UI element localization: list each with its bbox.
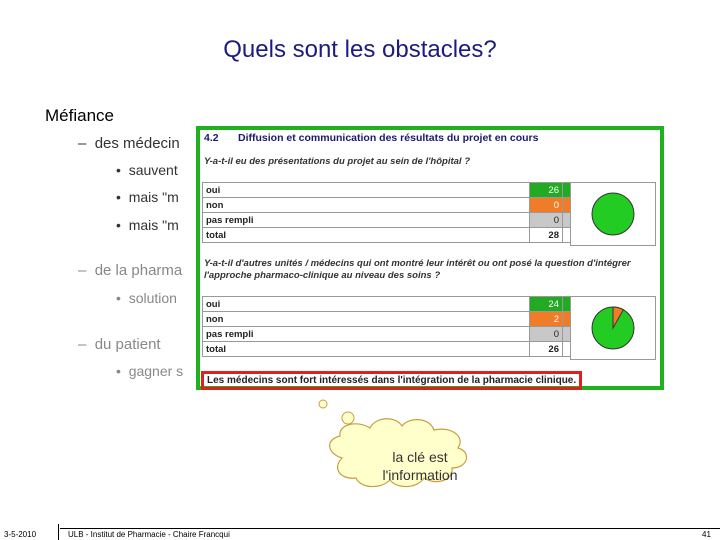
results-table-1 (202, 182, 598, 243)
dash-bullet-1: – des médecin (78, 135, 180, 152)
table-row: pas rempli 0 (203, 213, 598, 228)
pie-chart-1 (570, 182, 656, 246)
item-gagner: gagner s (128, 363, 184, 379)
pie-chart-2 (570, 296, 656, 360)
dash-bullet-2: – de la pharma (78, 262, 183, 279)
table-row: oui 24 (203, 297, 598, 312)
table-row: total 28 (203, 228, 598, 243)
footer-divider-vertical (58, 524, 59, 540)
pie-slice-oui (592, 193, 634, 235)
cloud-bubble-small (319, 400, 327, 408)
cloud-bubble-medium (342, 412, 354, 424)
item-mais-2: mais "m (128, 217, 179, 233)
footer-date: 3-5-2010 (4, 530, 37, 539)
dot-bullet-3: • mais "m (116, 217, 179, 233)
table-row: pas rempli 0 (203, 327, 598, 342)
footer-organization: ULB - Institut de Pharmacie - Chaire Francqui (68, 530, 230, 539)
dot-bullet-1: • sauvent (116, 162, 178, 178)
item-medecins: des médecin (94, 135, 180, 152)
table-row: total 26 (203, 342, 598, 357)
dot-bullet-5: • gagner s (116, 363, 184, 379)
slide-title: Quels sont les obstacles? (223, 36, 497, 63)
survey-results-panel (196, 126, 664, 390)
dot-bullet-4: • solution (116, 290, 177, 306)
item-patient: du patient (94, 336, 161, 353)
bullet-mefiance: Méfiance (45, 106, 114, 125)
item-mais-1: mais "m (128, 189, 179, 205)
conclusion-box: Les médecins sont fort intéressés dans l'intégration de la pharmacie clinique. (201, 371, 582, 390)
table-row: non 0 (203, 198, 598, 213)
table-row: oui 26 (203, 183, 598, 198)
section-heading: 4.2 Diffusion et communication des résultats du projet en cours (204, 132, 539, 144)
question-2: Y-a-t-il d'autres unités / médecins qui ont montré leur intérêt ou ont posé la question d'intégrer l'approche pharmaco-clinique au niveau des soins ? (204, 258, 631, 281)
question-1: Y-a-t-il eu des présentations du projet au sein de l'hôpital ? (204, 156, 471, 167)
dash-bullet-3: – du patient (78, 336, 161, 353)
slide-number: 41 (702, 530, 711, 539)
results-table-2 (202, 296, 598, 357)
item-sauvent: sauvent (128, 162, 178, 178)
table-row: non 2 (203, 312, 598, 327)
item-pharma: de la pharma (94, 262, 183, 279)
footer-divider (60, 528, 720, 529)
item-solution: solution (128, 290, 177, 306)
dot-bullet-2: • mais "m (116, 189, 179, 205)
callout-text: la clé est l'information (382, 449, 458, 483)
